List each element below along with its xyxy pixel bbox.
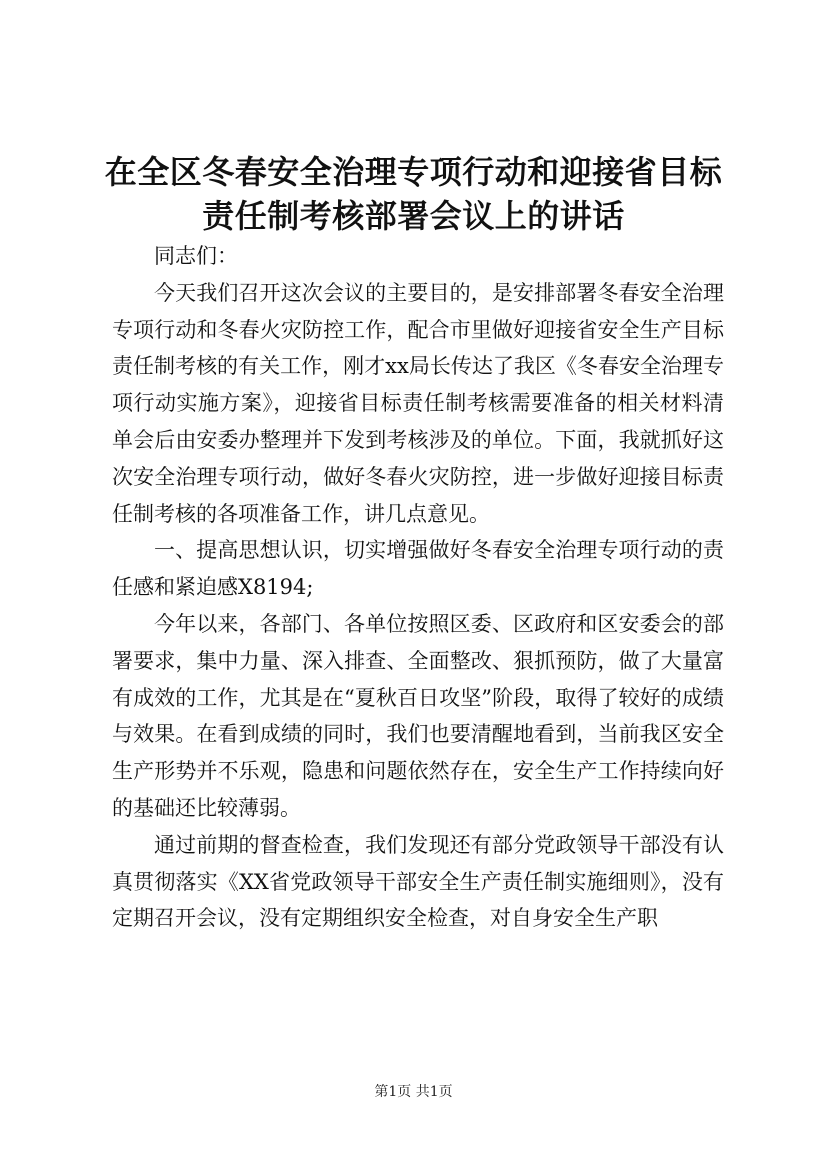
intro-paragraph: 今天我们召开这次会议的主要目的，是安排部署冬春安全治理专项行动和冬春火灾防控工作，配合市里做好迎接省安全生产目标责任制考核的有关工作，刚才xx局长传达了我区《冬春安全治理专项行动实施方案》，迎接省目标责任制考核需要准备的相关材料清单会后由安委办整理并下发到考核涉及的单位。下面，我就抓好这次安全治理专项行动，做好冬春火灾防控，进一步做好迎接目标责任制考核的各项准备工作，讲几点意见。 bbox=[112, 280, 724, 526]
body-paragraph: 今年以来，各部门、各单位按照区委、区政府和区安委会的部署要求，集中力量、深入排查、全面整改、狠抓预防，做了大量富有成效的工作，尤其是在“夏秋百日攻坚”阶段，取得了较好的成绩与效果。在看到成绩的同时，我们也要清醒地看到，当前我区安全生产形势并不乐观，隐患和问题依然存在，安全生产工作持续向好的基础还比较薄弱。 bbox=[112, 611, 724, 820]
body-paragraph: 通过前期的督查检查，我们发现还有部分党政领导干部没有认真贯彻落实《XX省党政领导干部安全生产责任制实施细则》，没有定期召开会议，没有定期组织安全检查，对自身安全生产职 bbox=[112, 832, 724, 931]
section-heading-1: 一、提高思想认识，切实增强做好冬春安全治理专项行动的责任感和紧迫感X8194; bbox=[112, 538, 724, 600]
document-body bbox=[112, 238, 724, 937]
page-number-footer: 第1页 共1页 bbox=[374, 1084, 453, 1100]
salutation-paragraph: 同志们： bbox=[154, 244, 238, 268]
document-title: 在全区冬春安全治理专项行动和迎接省目标责任制考核部署会议上的讲话 bbox=[104, 153, 723, 235]
